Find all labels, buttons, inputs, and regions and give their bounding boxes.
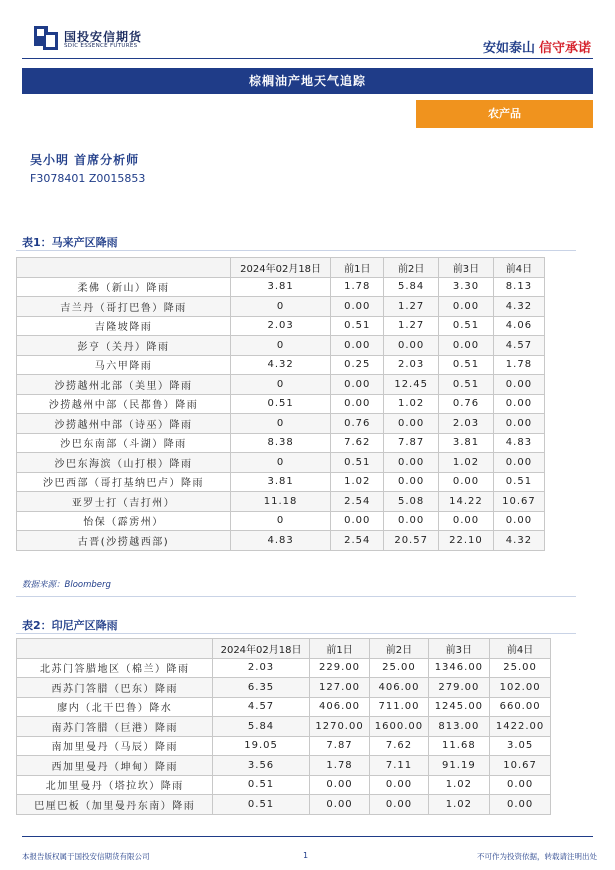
table1-malaysia-rainfall	[16, 257, 545, 551]
table-cell: 3.81	[230, 472, 330, 492]
table-cell: 8.13	[493, 277, 544, 297]
row-label: 怡保（霹雳州）	[17, 511, 231, 531]
table-cell: 8.38	[230, 433, 330, 453]
table-cell: 1.27	[384, 297, 439, 317]
table2-header-cell: 前4日	[490, 639, 551, 659]
table-cell: 1.02	[331, 472, 384, 492]
company-logo-icon	[34, 26, 60, 50]
table-cell: 7.87	[309, 736, 370, 756]
table-cell: 711.00	[370, 697, 428, 717]
table2-header-cell: 2024年02月18日	[213, 639, 309, 659]
row-label: 沙捞越州北部（美里）降雨	[17, 375, 231, 395]
company-name-cn: 国投安信期货	[64, 30, 143, 44]
table1-title: 表1：马来产区降雨	[22, 236, 118, 249]
table-cell: 0.00	[331, 297, 384, 317]
table2-header-cell: 前2日	[370, 639, 428, 659]
table-row	[17, 414, 545, 434]
table-cell: 1.02	[439, 453, 494, 473]
table-row	[17, 717, 551, 737]
table-cell: 3.81	[439, 433, 494, 453]
table-row	[17, 375, 545, 395]
table-cell: 0.00	[490, 775, 551, 795]
row-label: 吉隆坡降雨	[17, 316, 231, 336]
table-row	[17, 297, 545, 317]
row-label: 西加里曼丹（坤甸）降雨	[17, 756, 213, 776]
table-cell: 102.00	[490, 678, 551, 698]
slogan	[483, 37, 591, 56]
table-cell: 0.51	[213, 795, 309, 815]
report-title: 棕榈油产地天气追踪	[22, 68, 593, 94]
slogan-part-a: 安如泰山	[482, 41, 535, 56]
table-cell: 0.00	[331, 336, 384, 356]
table-cell: 1.78	[331, 277, 384, 297]
table-cell: 4.32	[493, 297, 544, 317]
table-row	[17, 531, 545, 551]
table-cell: 11.68	[428, 736, 490, 756]
table-row	[17, 394, 545, 414]
table-row	[17, 658, 551, 678]
table-cell: 127.00	[309, 678, 370, 698]
table-cell: 1.27	[384, 316, 439, 336]
table-cell: 0.00	[439, 472, 494, 492]
row-label: 沙巴东海滨（山打根）降雨	[17, 453, 231, 473]
table-cell: 0	[230, 336, 330, 356]
row-label: 彭亨（关丹）降雨	[17, 336, 231, 356]
table-cell: 5.84	[384, 277, 439, 297]
row-label: 吉兰丹（哥打巴鲁）降雨	[17, 297, 231, 317]
table-cell: 4.83	[230, 531, 330, 551]
table-row	[17, 472, 545, 492]
table-cell: 6.35	[213, 678, 309, 698]
table-cell: 0.51	[439, 355, 494, 375]
table-cell: 10.67	[493, 492, 544, 512]
table-cell: 3.56	[213, 756, 309, 776]
row-label: 北苏门答腊地区（棉兰）降雨	[17, 658, 213, 678]
table-row	[17, 756, 551, 776]
table-cell: 19.05	[213, 736, 309, 756]
row-label: 西苏门答腊（巴东）降雨	[17, 678, 213, 698]
table1-header-cell: 前4日	[493, 258, 544, 278]
table-cell: 7.87	[384, 433, 439, 453]
row-label: 南加里曼丹（马辰）降雨	[17, 736, 213, 756]
table-cell: 0.00	[439, 336, 494, 356]
table-cell: 0.00	[384, 453, 439, 473]
table-cell: 0	[230, 453, 330, 473]
table1-header-cell: 前2日	[384, 258, 439, 278]
table-cell: 0.00	[493, 453, 544, 473]
table-cell: 0.00	[331, 375, 384, 395]
table-cell: 0.51	[331, 453, 384, 473]
table-cell: 406.00	[309, 697, 370, 717]
table-row	[17, 795, 551, 815]
table-cell: 0.00	[309, 775, 370, 795]
table-cell: 0.76	[439, 394, 494, 414]
table-cell: 0.51	[493, 472, 544, 492]
table-cell: 1.02	[428, 795, 490, 815]
table-cell: 4.57	[213, 697, 309, 717]
table-cell: 4.32	[493, 531, 544, 551]
table-cell: 1346.00	[428, 658, 490, 678]
table-cell: 91.19	[428, 756, 490, 776]
table1-header-cell: 前1日	[331, 258, 384, 278]
table1-header-cell: 2024年02月18日	[230, 258, 330, 278]
table-row	[17, 433, 545, 453]
row-label: 南苏门答腊（巨港）降雨	[17, 717, 213, 737]
table-cell: 2.54	[331, 492, 384, 512]
table-cell: 0.00	[370, 775, 428, 795]
table-cell: 14.22	[439, 492, 494, 512]
analyst-name: 吴小明 首席分析师	[30, 153, 140, 167]
table-cell: 7.11	[370, 756, 428, 776]
row-label: 沙捞越州中部（诗巫）降雨	[17, 414, 231, 434]
table-cell: 0.00	[493, 375, 544, 395]
row-label: 巴厘巴板（加里曼丹东南）降雨	[17, 795, 213, 815]
table2-title: 表2：印尼产区降雨	[22, 619, 118, 632]
slogan-part-b: 信守承诺	[538, 41, 591, 56]
row-label: 沙巴东南部（斗湖）降雨	[17, 433, 231, 453]
table-cell: 4.57	[493, 336, 544, 356]
category-badge: 农产品	[416, 100, 593, 128]
header-divider	[22, 58, 593, 59]
table-cell: 0	[230, 297, 330, 317]
row-label: 古晋(沙捞越西部)	[17, 531, 231, 551]
row-label: 廖内（北干巴鲁）降水	[17, 697, 213, 717]
table1-header-cell: 前3日	[439, 258, 494, 278]
table-cell: 0.00	[384, 336, 439, 356]
table-cell: 279.00	[428, 678, 490, 698]
row-label: 北加里曼丹（塔拉坎）降雨	[17, 775, 213, 795]
table-cell: 7.62	[370, 736, 428, 756]
table-cell: 0.76	[331, 414, 384, 434]
table-cell: 22.10	[439, 531, 494, 551]
row-label: 沙巴西部（哥打基纳巴卢）降雨	[17, 472, 231, 492]
table-cell: 5.84	[213, 717, 309, 737]
table-cell: 0.00	[439, 511, 494, 531]
table-row	[17, 678, 551, 698]
table-cell: 1.02	[428, 775, 490, 795]
row-label: 亚罗士打（吉打州）	[17, 492, 231, 512]
table2-header-cell	[17, 639, 213, 659]
table-cell: 0	[230, 414, 330, 434]
table-cell: 12.45	[384, 375, 439, 395]
table2-header-cell: 前3日	[428, 639, 490, 659]
table-cell: 1600.00	[370, 717, 428, 737]
table-cell: 0.00	[384, 511, 439, 531]
table-cell: 2.03	[230, 316, 330, 336]
table-cell: 3.81	[230, 277, 330, 297]
footer-copyright: 本报告版权属于国投安信期货有限公司	[22, 852, 150, 861]
table-row	[17, 355, 545, 375]
company-name-en: SDIC ESSENCE FUTURES	[64, 43, 138, 49]
table-cell: 7.62	[331, 433, 384, 453]
table-cell: 406.00	[370, 678, 428, 698]
analyst-ids: F3078401 Z0015853	[30, 172, 146, 185]
table-row	[17, 336, 545, 356]
table-cell: 1270.00	[309, 717, 370, 737]
footer-disclaimer: 不可作为投资依据，转载请注明出处	[477, 852, 597, 861]
table-cell: 0.00	[493, 394, 544, 414]
table-cell: 0.00	[493, 511, 544, 531]
table-cell: 1.78	[493, 355, 544, 375]
table-cell: 3.30	[439, 277, 494, 297]
table-cell: 2.03	[213, 658, 309, 678]
table2-header-cell: 前1日	[309, 639, 370, 659]
table-cell: 4.32	[230, 355, 330, 375]
table-cell: 0.00	[384, 472, 439, 492]
table-cell: 25.00	[490, 658, 551, 678]
table-cell: 1245.00	[428, 697, 490, 717]
table-cell: 2.54	[331, 531, 384, 551]
row-label: 马六甲降雨	[17, 355, 231, 375]
table-cell: 0.51	[439, 375, 494, 395]
table-cell: 0.51	[213, 775, 309, 795]
table-cell: 1422.00	[490, 717, 551, 737]
table-row	[17, 775, 551, 795]
table-cell: 229.00	[309, 658, 370, 678]
row-label: 柔佛（新山）降雨	[17, 277, 231, 297]
table2-indonesia-rainfall	[16, 638, 551, 815]
data-source: 数据来源：Bloomberg	[22, 580, 111, 590]
table-row	[17, 316, 545, 336]
table-cell: 1.78	[309, 756, 370, 776]
table-cell: 0.51	[230, 394, 330, 414]
table-cell: 0.00	[439, 297, 494, 317]
footer-divider	[22, 836, 593, 837]
table-cell: 0.51	[331, 316, 384, 336]
table-cell: 0.00	[309, 795, 370, 815]
source-rule	[16, 596, 576, 597]
table-cell: 0.25	[331, 355, 384, 375]
table-cell: 10.67	[490, 756, 551, 776]
table-cell: 20.57	[384, 531, 439, 551]
table-cell: 0.00	[493, 414, 544, 434]
table-cell: 0.00	[370, 795, 428, 815]
table1-top-rule	[16, 250, 576, 251]
table-cell: 0.51	[439, 316, 494, 336]
table-cell: 5.08	[384, 492, 439, 512]
table-row	[17, 277, 545, 297]
table-cell: 0.00	[331, 511, 384, 531]
table-row	[17, 511, 545, 531]
table-cell: 0.00	[331, 394, 384, 414]
table-cell: 2.03	[384, 355, 439, 375]
table-cell: 2.03	[439, 414, 494, 434]
table1-header-cell	[17, 258, 231, 278]
table-cell: 0.00	[384, 414, 439, 434]
row-label: 沙捞越州中部（民都鲁）降雨	[17, 394, 231, 414]
table-cell: 25.00	[370, 658, 428, 678]
table-cell: 0.00	[490, 795, 551, 815]
table-cell: 11.18	[230, 492, 330, 512]
table-row	[17, 736, 551, 756]
table-cell: 4.06	[493, 316, 544, 336]
table-cell: 3.05	[490, 736, 551, 756]
table-cell: 1.02	[384, 394, 439, 414]
table-row	[17, 453, 545, 473]
page-number: 1	[303, 851, 309, 860]
table-cell: 660.00	[490, 697, 551, 717]
table-cell: 813.00	[428, 717, 490, 737]
table-cell: 0	[230, 375, 330, 395]
table2-top-rule	[16, 633, 576, 634]
table-cell: 4.83	[493, 433, 544, 453]
table-cell: 0	[230, 511, 330, 531]
table-row	[17, 697, 551, 717]
table-row	[17, 492, 545, 512]
